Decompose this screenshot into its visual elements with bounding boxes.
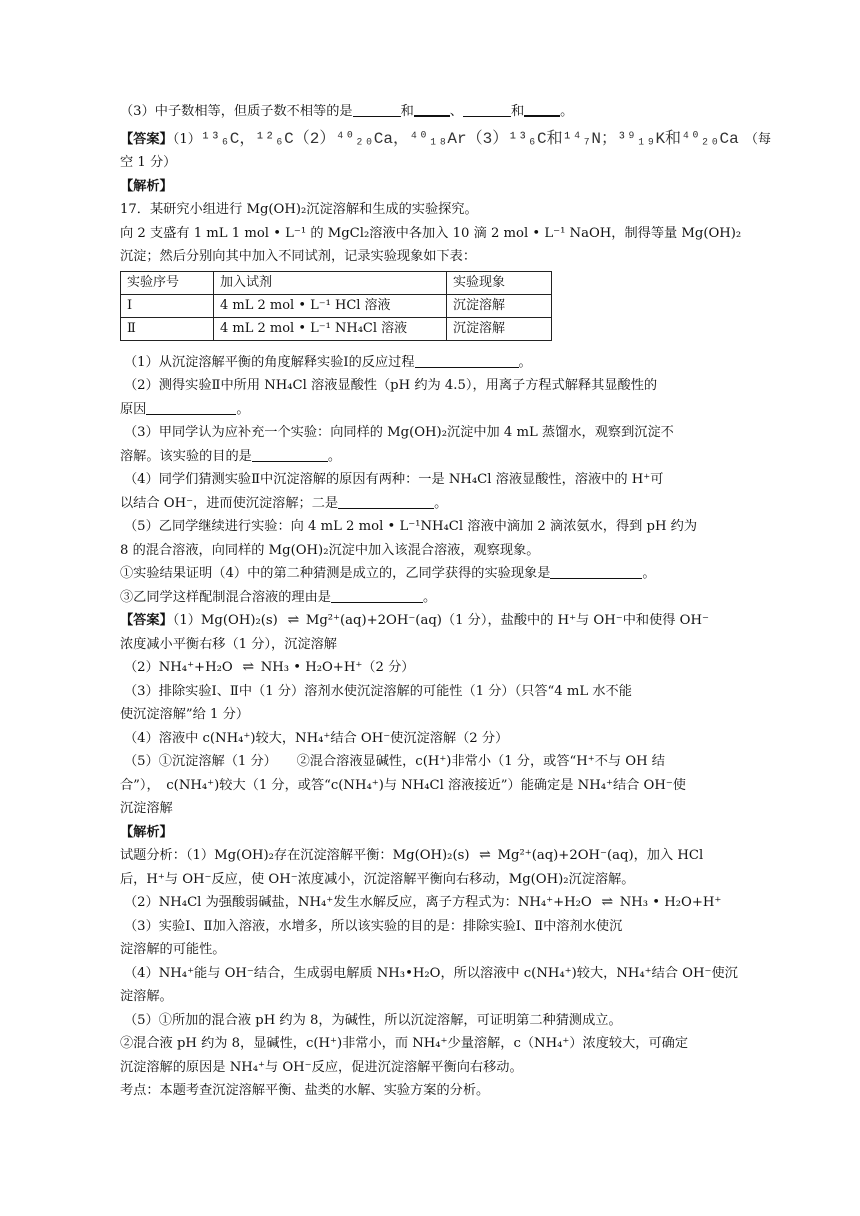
q16-answer-tail: 空 1 分） — [120, 155, 177, 170]
table-cell: 沉淀溶解 — [447, 294, 552, 317]
answer-blank — [463, 102, 511, 117]
q17-analysis: （5）①所加的混合液 pH 约为 8，为碱性，所以沉淀溶解，可证明第二种猜测成立。 — [124, 1012, 622, 1028]
experiment-table — [120, 271, 552, 341]
q17-part5: ③乙同学这样配制混合溶液的理由是 。 — [120, 589, 437, 605]
q17-analysis: （4）NH₄⁺能与 OH⁻结合，生成弱电解质 NH₃•H₂O，所以溶液中 c(NH₄⁺)较大，NH₄⁺结合 OH⁻使沉 — [124, 965, 738, 981]
q17-stem: 17．某研究小组进行 Mg(OH)₂沉淀溶解和生成的实验探究。 — [120, 202, 478, 217]
answer-blank — [338, 494, 434, 509]
q17-analysis: ②混合液 pH 约为 8，显碱性，c(H⁺)非常小，而 NH₄⁺少量溶解，c（NH₄⁺）浓度较大，可确定 — [120, 1036, 689, 1051]
answer-blank — [415, 353, 519, 368]
q17-analysis: （2）NH₄Cl 为强酸弱碱盐，NH₄⁺发生水解反应，离子方程式为：NH₄⁺+H₂O ⇌ NH₃ • H₂O+H⁺ — [120, 891, 740, 915]
q17-analysis: 试题分析：（1）Mg(OH)₂存在沉淀溶解平衡：Mg(OH)₂(s) ⇌ Mg²⁺(aq)+2OH⁻(aq)，加入 HCl — [120, 844, 740, 868]
table-row — [121, 294, 552, 317]
answer-blank — [524, 101, 560, 117]
q17-answer: （3）排除实验Ⅰ、Ⅱ中（1 分）溶剂水使沉淀溶解的可能性（1 分）（只答“4 mL 水不能 — [124, 683, 632, 699]
table-header-row — [121, 271, 552, 294]
table-cell: 沉淀溶解 — [447, 317, 552, 340]
q17-answer: 浓度减小平衡右移（1 分），沉淀溶解 — [120, 636, 337, 652]
q17-analysis: 后，H⁺与 OH⁻反应，使 OH⁻浓度减小，沉淀溶解平衡向右移动，Mg(OH)₂沉淀溶解。 — [120, 871, 635, 887]
answer-blank — [331, 588, 423, 603]
document-page — [120, 100, 772, 1103]
equilibrium-arrow-icon: ⇌ — [479, 847, 488, 863]
q17-analysis: 淀溶解。 — [120, 989, 173, 1004]
equilibrium-arrow-icon: ⇌ — [242, 659, 252, 675]
answer-blank — [146, 400, 236, 415]
q17-part5: （5）乙同学继续进行实验：向 4 mL 2 mol • L⁻¹NH₄Cl 溶液中滴加 2 滴浓氨水，得到 pH 约为 — [124, 519, 698, 534]
q17-keypoints: 考点：本题考查沉淀溶解平衡、盐类的水解、实验方案的分析。 — [120, 1083, 490, 1098]
q17-part4: 以结合 OH⁻，进而使沉淀溶解；二是 。 — [120, 495, 448, 511]
q17-part1: （1）从沉淀溶解平衡的角度解释实验Ⅰ的反应过程 。 — [124, 354, 532, 370]
q17-part5: ①实验结果证明（4）中的第二种猜测是成立的，乙同学获得的实验现象是 。 — [120, 566, 656, 581]
answer-blank — [550, 564, 642, 579]
q17-part3: （3）甲同学认为应补充一个实验：向同样的 Mg(OH)₂沉淀中加 4 mL 蒸馏水，观察到沉淀不 — [124, 425, 674, 440]
q17-answer: 【答案】（1）Mg(OH)₂(s) ⇌ Mg²⁺(aq)+2OH⁻(aq)（1 分），盐酸中的 H⁺与 OH⁻中和使得 OH⁻ — [120, 609, 740, 633]
q17-stem: 沉淀；然后分别向其中加入不同试剂，记录实验现象如下表： — [120, 249, 477, 264]
q17-analysis: 淀溶解的可能性。 — [120, 942, 226, 957]
q17-stem: 向 2 支盛有 1 mL 1 mol • L⁻¹ 的 MgCl₂溶液中各加入 10 滴 2 mol • L⁻¹ NaOH，制得等量 Mg(OH)₂ — [120, 225, 742, 241]
q17-answer: 使沉淀溶解”给 1 分） — [120, 707, 250, 722]
table-cell: Ⅱ — [121, 317, 214, 340]
equilibrium-arrow-icon: ⇌ — [287, 612, 297, 628]
q16-analysis-label: 【解析】 — [120, 178, 173, 194]
table-cell: Ⅰ — [121, 294, 214, 317]
q17-answer: 合”）， c(NH₄⁺)较大（1 分，或答“c(NH₄⁺)与 NH₄Cl 溶液接近”）能确定是 NH₄⁺结合 OH⁻使 — [120, 777, 686, 793]
table-cell: 4 mL 2 mol • L⁻¹ HCl 溶液 — [214, 294, 447, 317]
q17-analysis: 沉淀溶解的原因是 NH₄⁺与 OH⁻反应，促进沉淀溶解平衡向右移动。 — [120, 1059, 523, 1075]
q17-analysis: （3）实验Ⅰ、Ⅱ加入溶液，水增多，所以该实验的目的是：排除实验Ⅰ、Ⅱ中溶剂水使沉 — [124, 918, 623, 934]
q17-analysis-label: 【解析】 — [120, 824, 173, 840]
q17-part4: （4）同学们猜测实验Ⅱ中沉淀溶解的原因有两种：一是 NH₄Cl 溶液显酸性，溶液中的 H⁺可 — [124, 472, 664, 487]
q17-part3: 溶解。该实验的目的是 。 — [120, 448, 342, 464]
q17-answer: （4）溶液中 c(NH₄⁺)较大，NH₄⁺结合 OH⁻使沉淀溶解（2 分） — [124, 730, 509, 746]
q17-answer: （2）NH₄⁺+H₂O ⇌ NH₃ • H₂O+H⁺（2 分） — [120, 656, 740, 680]
equilibrium-arrow-icon: ⇌ — [601, 894, 611, 910]
q17-part2: 原因 。 — [120, 401, 250, 417]
q16-answer: 【答案】（1）¹³₆C，¹²₆C（2）⁴⁰₂₀Ca，⁴⁰₁₈Ar（3）¹³₆C和¹⁴₇N；³⁹₁₉K和⁴⁰₂₀Ca （每 — [120, 129, 772, 148]
q16-part3: （3）中子数相等，但质子数不相等的是 和 、 和 。 — [120, 100, 740, 124]
q17-part2: （2）测得实验Ⅱ中所用 NH₄Cl 溶液显酸性（pH 约为 4.5），用离子方程式解释其显酸性的 — [124, 378, 658, 393]
q17-answer: （5）①沉淀溶解（1 分） ②混合溶液显碱性，c(H⁺)非常小（1 分，或答“H⁺不与 OH 结 — [124, 754, 665, 769]
answer-blank — [353, 102, 401, 117]
q17-answer: 沉淀溶解 — [120, 801, 173, 816]
table-header: 实验序号 — [121, 271, 214, 294]
table-header: 加入试剂 — [214, 271, 447, 294]
table-row — [121, 317, 552, 340]
answer-blank — [414, 101, 450, 117]
answer-blank — [252, 447, 328, 462]
q17-part5: 8 的混合溶液，向同样的 Mg(OH)₂沉淀中加入该混合溶液，观察现象。 — [120, 542, 540, 558]
table-cell: 4 mL 2 mol • L⁻¹ NH₄Cl 溶液 — [214, 317, 447, 340]
table-header: 实验现象 — [447, 271, 552, 294]
